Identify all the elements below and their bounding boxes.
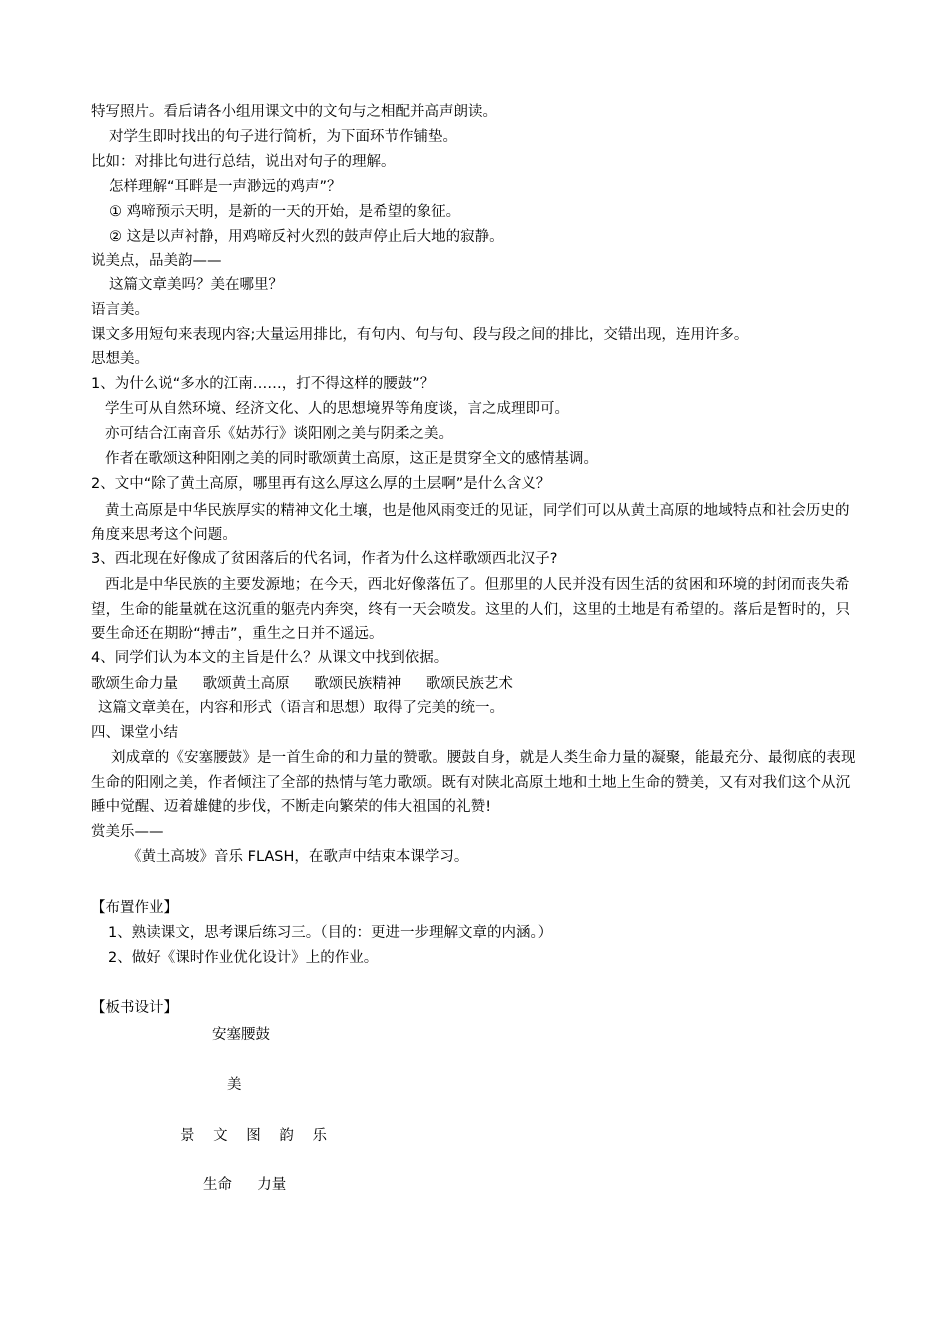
text-line: 语言美。 [91,302,149,318]
text-line: 亦可结合江南音乐《姑苏行》谈阳刚之美与阴柔之美。 [105,426,453,442]
text-line: 这篇文章美吗？美在哪里？ [109,277,283,293]
theme-item: 歌颂民族精神 [314,676,402,692]
themes-row [91,674,533,694]
text-line: 怎样理解“耳畔是一声渺远的鸡声”？ [109,179,342,195]
theme-item: 歌颂黄土高原 [202,676,290,692]
text-line: ① 鸡啼预示天明，是新的一天的开始，是希望的象征。 [109,204,461,220]
section-heading: 说美点，品美韵—— [91,253,222,269]
text-line: 这篇文章美在，内容和形式（语言和思想）取得了完美的统一。 [98,700,504,716]
text-line: 思想美。 [91,351,149,367]
section-heading: 四、课堂小结 [91,725,178,741]
paragraph: 黄土高原是中华民族厚实的精神文化土壤，也是他风雨变迁的见证，同学们可以从黄土高原的地域特点和社会历史的角度来思考这个问题。 [91,503,850,543]
section-heading: 赏美乐—— [91,824,164,840]
board-life-power [203,1173,286,1194]
homework-item: 2、做好《课时作业优化设计》上的作业。 [108,950,379,966]
board-beauty: 美 [227,1077,242,1093]
board-heading: 【板书设计】 [91,1000,178,1016]
theme-item: 歌颂生命力量 [91,676,178,692]
theme-item: 歌颂民族艺术 [425,676,513,692]
text-line: 学生可从自然环境、经济文化、人的思想境界等角度谈，言之成理即可。 [105,401,569,417]
question: 4、同学们认为本文的主旨是什么？从课文中找到依据。 [91,650,449,666]
homework-item: 1、熟读课文，思考课后练习三。（目的：更进一步理解文章的内涵。） [108,925,553,941]
paragraph: 西北是中华民族的主要发源地；在今天，西北好像落伍了。但那里的人民并没有因生活的贫困和环境的封闭而丧失希望，生命的能量就在这沉重的躯壳内奔突，终有一天会喷发。这里的人们，这里的土地是有希望的。落后是暂时的，只要生命还在期盼“搏击”，重生之日并不遥远。 [91,577,851,642]
text-line: 对学生即时找出的句子进行简析，为下面环节作铺垫。 [109,129,457,145]
board-aspects [180,1124,341,1145]
homework-heading: 【布置作业】 [91,900,178,916]
text-line: 比如：对排比句进行总结，说出对句子的理解。 [91,154,396,170]
question: 2、文中“除了黄土高原，哪里再有这么厚这么厚的土层啊”是什么含义？ [91,476,551,492]
board-title: 安塞腰鼓 [212,1027,270,1043]
board-aspect: 文 [213,1128,228,1144]
paragraph: 刘成章的《安塞腰鼓》是一首生命的和力量的赞歌。腰鼓自身，就是人类生命力量的凝聚，能最充分、最彻底的表现生命的阳刚之美，作者倾注了全部的热情与笔力歌颂。既有对陕北高原土地和土地上生命的赞美，又有对我们这个从沉睡中觉醒、迈着雄健的步伐，不断走向繁荣的伟大祖国的礼赞! [91,750,856,815]
text-line: 作者在歌颂这种阳刚之美的同时歌颂黄土高原，这正是贯穿全文的感情基调。 [105,451,598,467]
text-line: 课文多用短句来表现内容;大量运用排比，有句内、句与句、段与段之间的排比，交错出现，连用许多。 [91,327,749,343]
question: 1、为什么说“多水的江南……，打不得这样的腰鼓”？ [91,376,435,392]
question: 3、西北现在好像成了贫困落后的代名词，作者为什么这样歌颂西北汉子? [91,551,558,567]
text-line: 特写照片。看后请各小组用课文中的文句与之相配并高声朗读。 [91,104,497,120]
text-line: ② 这是以声衬静，用鸡啼反衬火烈的鼓声停止后大地的寂静。 [109,229,504,245]
board-aspect: 景 [180,1128,195,1144]
board-power: 力量 [257,1177,287,1193]
board-life: 生命 [203,1177,232,1193]
board-aspect: 乐 [312,1128,327,1144]
board-aspect: 图 [246,1128,261,1144]
board-aspect: 韵 [279,1128,294,1144]
text-line: 《黄土高坡》音乐 FLASH，在歌声中结束本课学习。 [127,849,469,865]
